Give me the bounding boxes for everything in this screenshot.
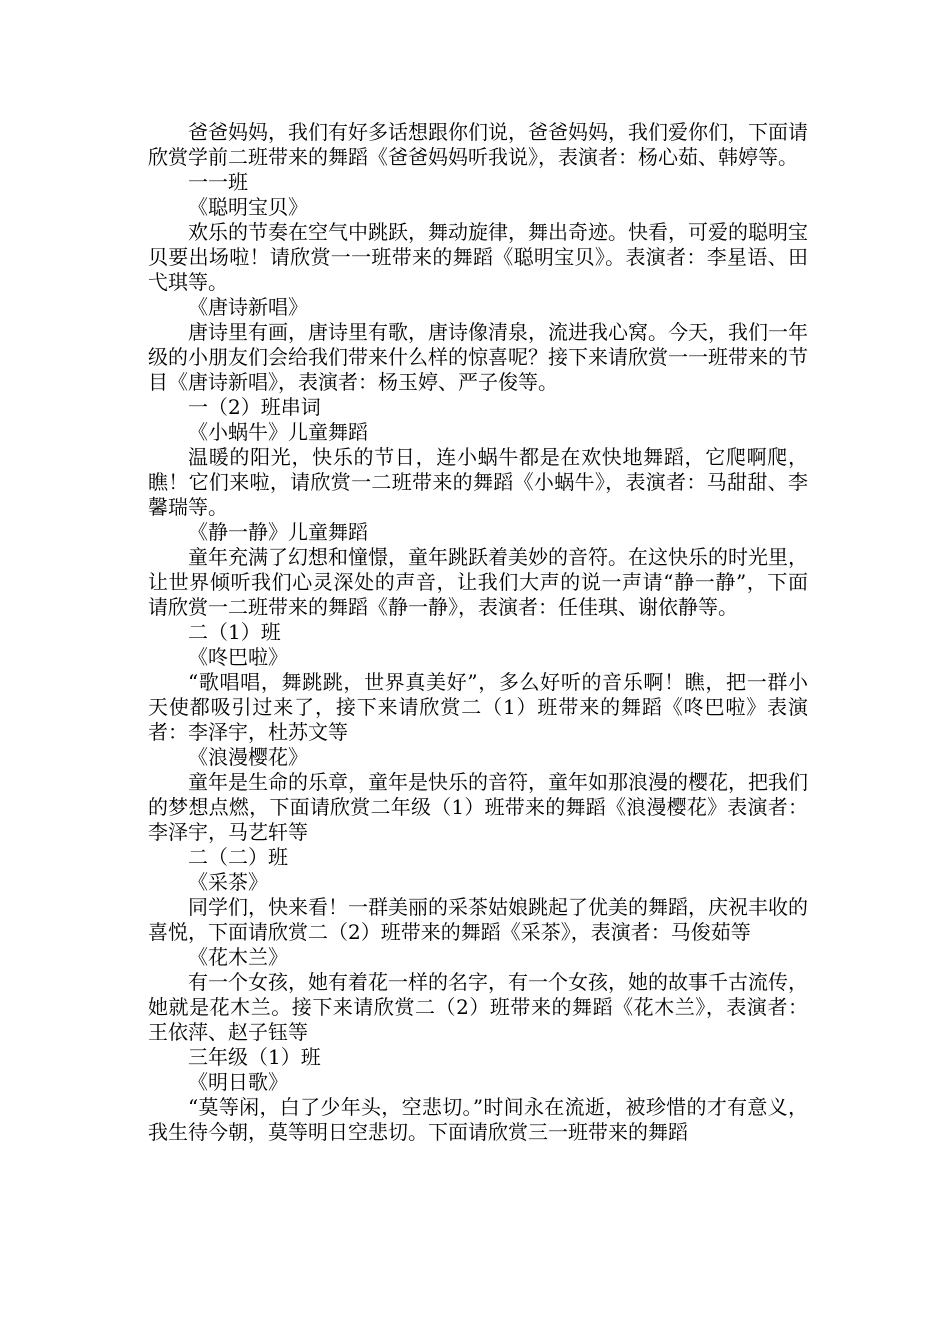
class-heading-2-1: 二（1）班 xyxy=(188,620,281,644)
class-heading-1-1: 一一班 xyxy=(188,170,248,194)
program-title-xiao-wo-niu: 《小蜗牛》儿童舞蹈 xyxy=(188,420,368,444)
program-intro-lang-man-ying-hua: 童年是生命的乐章，童年是快乐的音符，童年如那浪漫的樱花，把我们的梦想点燃，下面请欣赏二年级（1）班带来的舞蹈《浪漫樱花》表演者：李泽宇，马艺轩等 xyxy=(148,770,808,844)
program-title-lang-man-ying-hua: 《浪漫樱花》 xyxy=(188,745,308,769)
program-title-cong-ming-bao-bei: 《聪明宝贝》 xyxy=(188,195,308,219)
program-intro-xiao-wo-niu: 温暖的阳光，快乐的节日，连小蜗牛都是在欢快地舞蹈，它爬啊爬，瞧！它们来啦，请欣赏一二班带来的舞蹈《小蜗牛》，表演者：马甜甜、李馨瑞等。 xyxy=(148,445,808,519)
document-body xyxy=(148,120,808,1145)
program-title-jing-yi-jing: 《静一静》儿童舞蹈 xyxy=(188,520,368,544)
class-heading-3-1: 三年级（1）班 xyxy=(188,1045,321,1069)
program-title-ming-ri-ge: 《明日歌》 xyxy=(188,1070,288,1094)
intro-paragraph: 爸爸妈妈，我们有好多话想跟你们说，爸爸妈妈，我们爱你们，下面请欣赏学前二班带来的舞蹈《爸爸妈妈听我说》，表演者：杨心茹、韩婷等。 xyxy=(148,120,808,169)
program-intro-cong-ming-bao-bei: 欢乐的节奏在空气中跳跃，舞动旋律，舞出奇迹。快看，可爱的聪明宝贝要出场啦！请欣赏一一班带来的舞蹈《聪明宝贝》。表演者：李星语、田弋琪等。 xyxy=(148,220,808,294)
class-heading-1-2: 一（2）班串词 xyxy=(188,395,321,419)
program-intro-cai-cha: 同学们，快来看！一群美丽的采茶姑娘跳起了优美的舞蹈，庆祝丰收的喜悦，下面请欣赏二（2）班带来的舞蹈《采茶》，表演者：马俊茹等 xyxy=(148,895,808,944)
program-title-cai-cha: 《采茶》 xyxy=(188,870,268,894)
program-title-dong-ba-la: 《咚巴啦》 xyxy=(188,645,288,669)
program-intro-jing-yi-jing: 童年充满了幻想和憧憬，童年跳跃着美妙的音符。在这快乐的时光里，让世界倾听我们心灵深处的声音，让我们大声的说一声请“静一静”，下面请欣赏一二班带来的舞蹈《静一静》，表演者：任佳琪、谢依静等。 xyxy=(148,545,808,619)
program-title-tang-shi-xin-chang: 《唐诗新唱》 xyxy=(188,295,308,319)
program-intro-ming-ri-ge: “莫等闲，白了少年头，空悲切。”时间永在流逝，被珍惜的才有意义，我生待今朝，莫等明日空悲切。下面请欣赏三一班带来的舞蹈 xyxy=(148,1095,808,1144)
program-intro-tang-shi-xin-chang: 唐诗里有画，唐诗里有歌，唐诗像清泉，流进我心窝。今天，我们一年级的小朋友们会给我们带来什么样的惊喜呢？接下来请欣赏一一班带来的节目《唐诗新唱》，表演者：杨玉婷、严子俊等。 xyxy=(148,320,808,394)
program-title-hua-mu-lan: 《花木兰》 xyxy=(188,945,288,969)
program-intro-hua-mu-lan: 有一个女孩，她有着花一样的名字，有一个女孩，她的故事千古流传，她就是花木兰。接下来请欣赏二（2）班带来的舞蹈《花木兰》，表演者：王依萍、赵子钰等 xyxy=(148,970,808,1044)
class-heading-2-2: 二（二）班 xyxy=(188,845,288,869)
program-intro-dong-ba-la: “歌唱唱，舞跳跳，世界真美好”，多么好听的音乐啊！瞧，把一群小天使都吸引过来了，接下来请欣赏二（1）班带来的舞蹈《咚巴啦》表演者：李泽宇，杜苏文等 xyxy=(148,670,808,744)
